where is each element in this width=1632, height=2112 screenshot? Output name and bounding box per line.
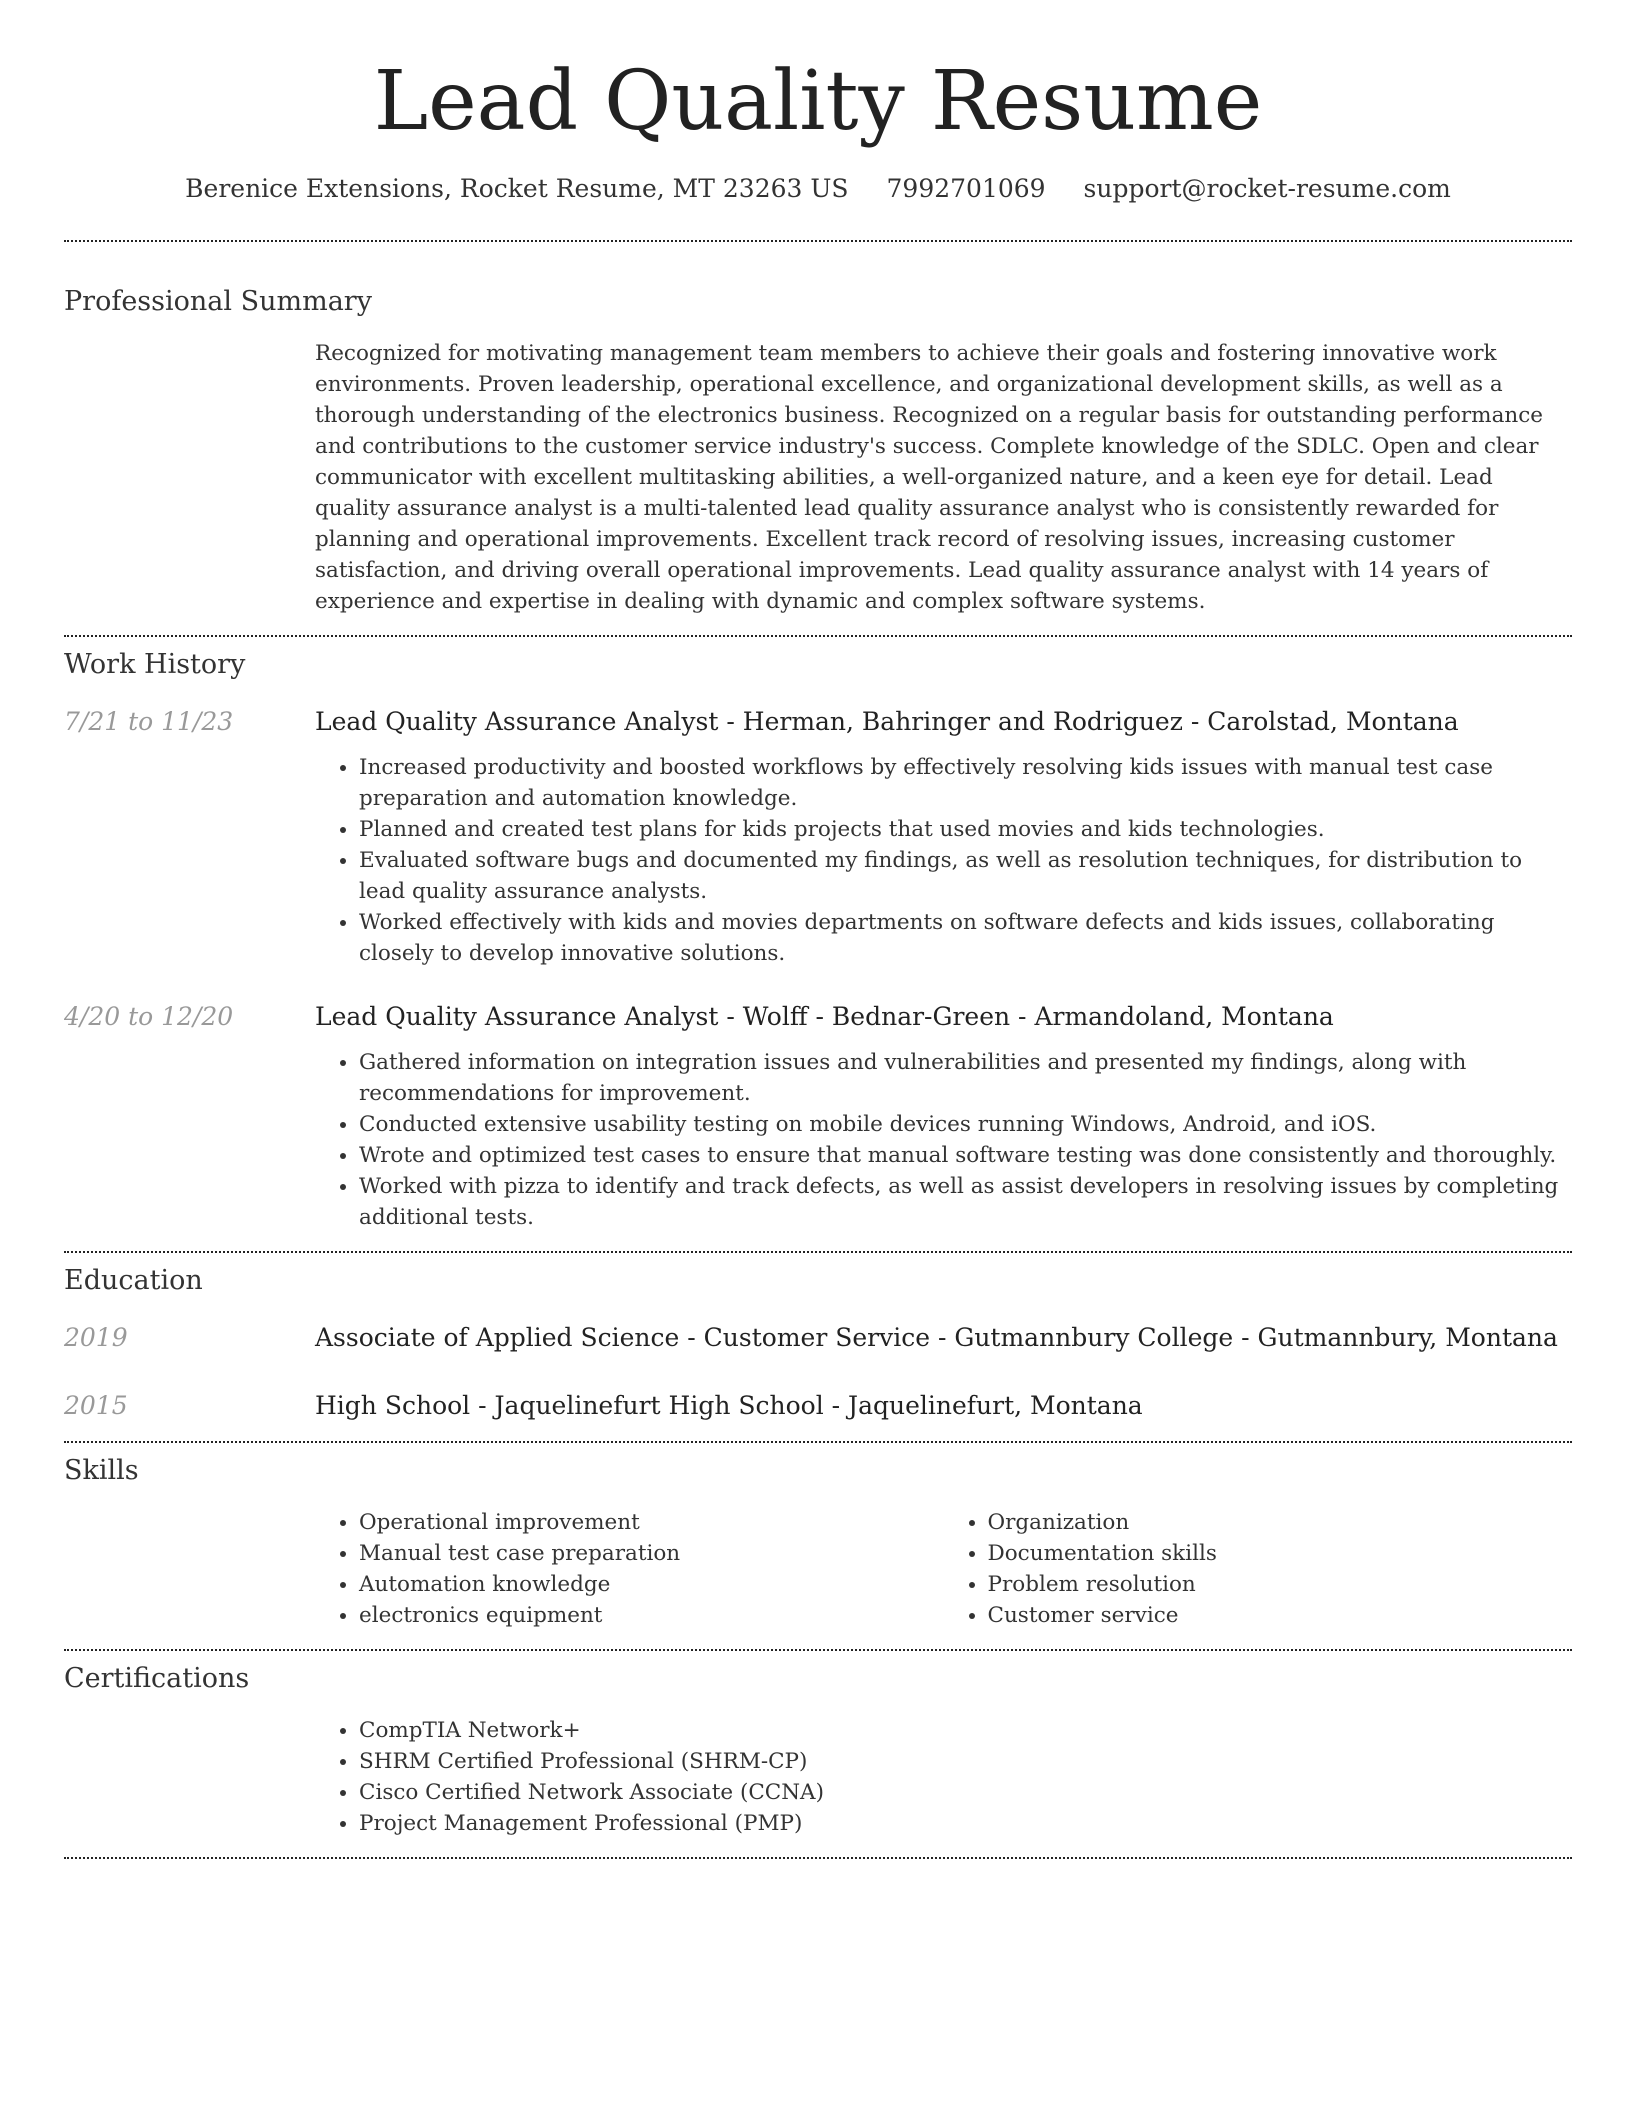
job-header [64, 1000, 1572, 1034]
job-bullet: • Gathered information on integration issues and vulnerabilities and presented my findings, along with recommendations for improvement. [359, 1047, 1572, 1109]
contact-line [64, 172, 1572, 206]
skill-item: • Organization [988, 1507, 1573, 1538]
job-bullets [315, 752, 1572, 969]
certification-item: • Cisco Certified Network Associate (CCNA) [359, 1777, 1572, 1808]
job-bullet: • Increased productivity and boosted workflows by effectively resolving kids issues with manual test case preparation and automation knowledge. [359, 752, 1572, 814]
education-heading: Education [64, 1265, 203, 1296]
divider [64, 635, 1572, 637]
divider [64, 1649, 1572, 1651]
certification-item: • SHRM Certified Professional (SHRM-CP) [359, 1746, 1572, 1777]
job-title: Lead Quality Assurance Analyst - Herman, Bahringer and Rodriguez - Carolstad, Montana [315, 707, 1459, 736]
summary-text: Recognized for motivating management team members to achieve their goals and fostering innovative work environments. Proven leadership, operational excellence, and organizational development skills, as well as a thorough understanding of the electronics business. Recognized on a regular basis for outstanding performance and contributions to the customer service industry's success. Complete knowledge of the SDLC. Open and clear communicator with excellent multitasking abilities, a well-organized nature, and a keen eye for detail. Lead quality assurance analyst is a multi-talented lead quality assurance analyst who is consistently rewarded for planning and operational improvements. Excellent track record of resolving issues, increasing customer satisfaction, and driving overall operational improvements. Lead quality assurance analyst with 14 years of experience and expertise in dealing with dynamic and complex software systems. [315, 341, 1543, 614]
job-bullet: • Planned and created test plans for kids projects that used movies and kids technologies. [359, 814, 1572, 845]
contact-email[interactable]: support@rocket-resume.com [1083, 174, 1451, 203]
job-bullet: • Wrote and optimized test cases to ensure that manual software testing was done consistently and thoroughly. [359, 1140, 1572, 1171]
work-heading: Work History [64, 649, 246, 680]
skills-list-left [315, 1507, 944, 1631]
job-dates: 4/20 to 12/20 [64, 1002, 234, 1031]
job-bullet: • Worked with pizza to identify and track defects, as well as assist developers in resolving issues by completing additional tests. [359, 1171, 1572, 1233]
job-bullet: • Conducted extensive usability testing on mobile devices running Windows, Android, and iOS. [359, 1109, 1572, 1140]
certifications-list [315, 1715, 1572, 1839]
skill-item: • Customer service [988, 1600, 1573, 1631]
divider [64, 1251, 1572, 1253]
education-text: High School - Jaquelinefurt High School - Jaquelinefurt, Montana [315, 1391, 1143, 1420]
skill-item: • Operational improvement [359, 1507, 944, 1538]
skills-grid [315, 1507, 1572, 1631]
certifications-heading: Certifications [64, 1663, 250, 1694]
job-bullets [315, 1047, 1572, 1233]
skill-item: • Problem resolution [988, 1569, 1573, 1600]
education-text: Associate of Applied Science - Customer Service - Gutmannbury College - Gutmannbury, Montana [315, 1323, 1558, 1352]
skill-item: • electronics equipment [359, 1600, 944, 1631]
certification-item: • Project Management Professional (PMP) [359, 1808, 1572, 1839]
resume-title: Lead Quality Resume [373, 54, 1263, 149]
resume-page [64, 0, 1572, 1859]
skills-list-right [944, 1507, 1573, 1631]
education-entry [64, 1321, 1572, 1355]
skill-item: • Documentation skills [988, 1538, 1573, 1569]
divider [64, 1857, 1572, 1859]
education-year: 2015 [64, 1391, 128, 1420]
job-entry [64, 705, 1572, 969]
contact-address: Berenice Extensions, Rocket Resume, MT 23263 US [185, 174, 849, 203]
job-title: Lead Quality Assurance Analyst - Wolff - Bednar-Green - Armandoland, Montana [315, 1002, 1334, 1031]
skill-item: • Automation knowledge [359, 1569, 944, 1600]
job-dates: 7/21 to 11/23 [64, 707, 234, 736]
summary-heading: Professional Summary [64, 286, 372, 317]
skill-item: • Manual test case preparation [359, 1538, 944, 1569]
job-entry [64, 1000, 1572, 1233]
certification-item: • CompTIA Network+ [359, 1715, 1572, 1746]
job-bullet: • Worked effectively with kids and movies departments on software defects and kids issues, collaborating closely to develop innovative solutions. [359, 907, 1572, 969]
skills-heading: Skills [64, 1455, 139, 1486]
divider [64, 1441, 1572, 1443]
contact-phone: 7992701069 [886, 174, 1046, 203]
education-entry [64, 1389, 1572, 1423]
job-bullet: • Evaluated software bugs and documented my findings, as well as resolution techniques, for distribution to lead quality assurance analysts. [359, 845, 1572, 907]
job-header [64, 705, 1572, 739]
divider [64, 240, 1572, 242]
education-year: 2019 [64, 1323, 128, 1352]
